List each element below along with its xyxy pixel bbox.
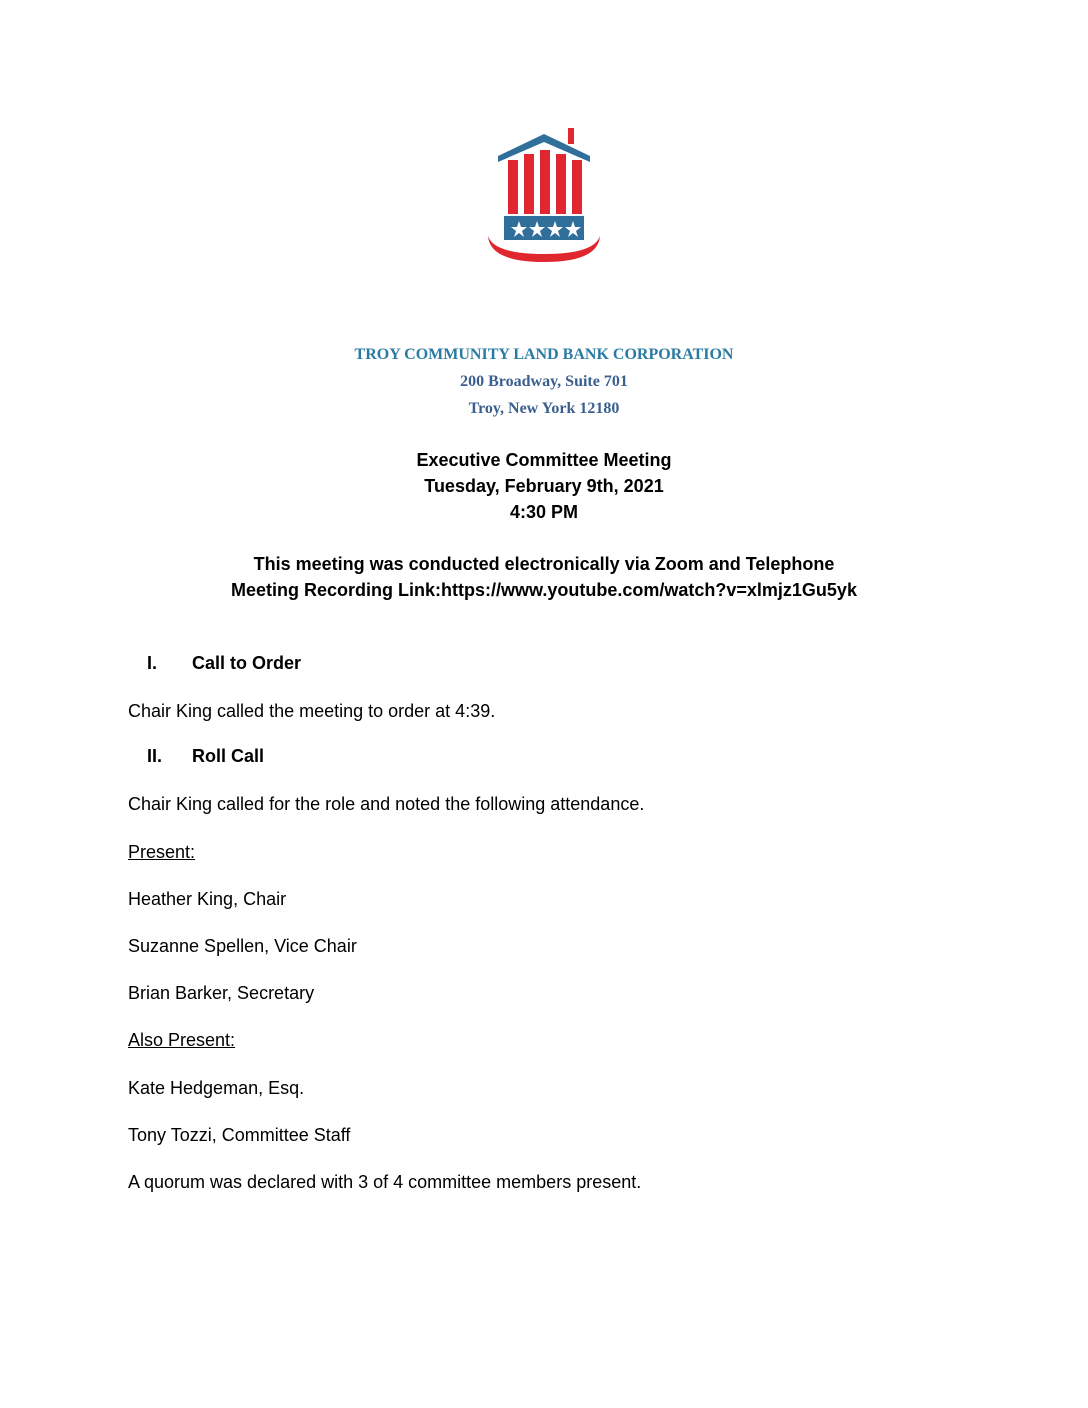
quorum-statement: A quorum was declared with 3 of 4 committee members present. bbox=[128, 1172, 642, 1192]
meeting-title: Executive Committee Meeting bbox=[416, 450, 672, 470]
attendee-present: Suzanne Spellen, Vice Chair bbox=[128, 936, 357, 956]
section-title: Call to Order bbox=[192, 653, 302, 673]
organization-address-line1: 200 Broadway, Suite 701 bbox=[460, 373, 628, 390]
attendee-present: Brian Barker, Secretary bbox=[128, 983, 315, 1003]
organization-name: TROY COMMUNITY LAND BANK CORPORATION bbox=[354, 346, 734, 363]
roll-call-text: Chair King called for the role and noted the following attendance. bbox=[128, 794, 645, 814]
present-label: Present: bbox=[128, 842, 196, 862]
meeting-recording-link: Meeting Recording Link:https://www.youtube.com/watch?v=xlmjz1Gu5yk bbox=[231, 580, 857, 600]
organization-address-line2: Troy, New York 12180 bbox=[468, 400, 620, 417]
section-number: I. bbox=[147, 653, 158, 673]
meeting-conducted-note: This meeting was conducted electronically via Zoom and Telephone bbox=[253, 554, 835, 574]
also-present-label: Also Present: bbox=[128, 1030, 236, 1050]
section-title: Roll Call bbox=[192, 746, 265, 766]
land-bank-house-icon bbox=[486, 128, 602, 264]
call-to-order-text: Chair King called the meeting to order at 4:39. bbox=[128, 701, 496, 721]
attendee-present: Heather King, Chair bbox=[128, 889, 287, 909]
meeting-date: Tuesday, February 9th, 2021 bbox=[424, 476, 664, 496]
meeting-time: 4:30 PM bbox=[509, 502, 579, 522]
attendee-also-present: Tony Tozzi, Committee Staff bbox=[128, 1125, 351, 1145]
attendee-also-present: Kate Hedgeman, Esq. bbox=[128, 1078, 305, 1098]
section-number: II. bbox=[147, 746, 163, 766]
